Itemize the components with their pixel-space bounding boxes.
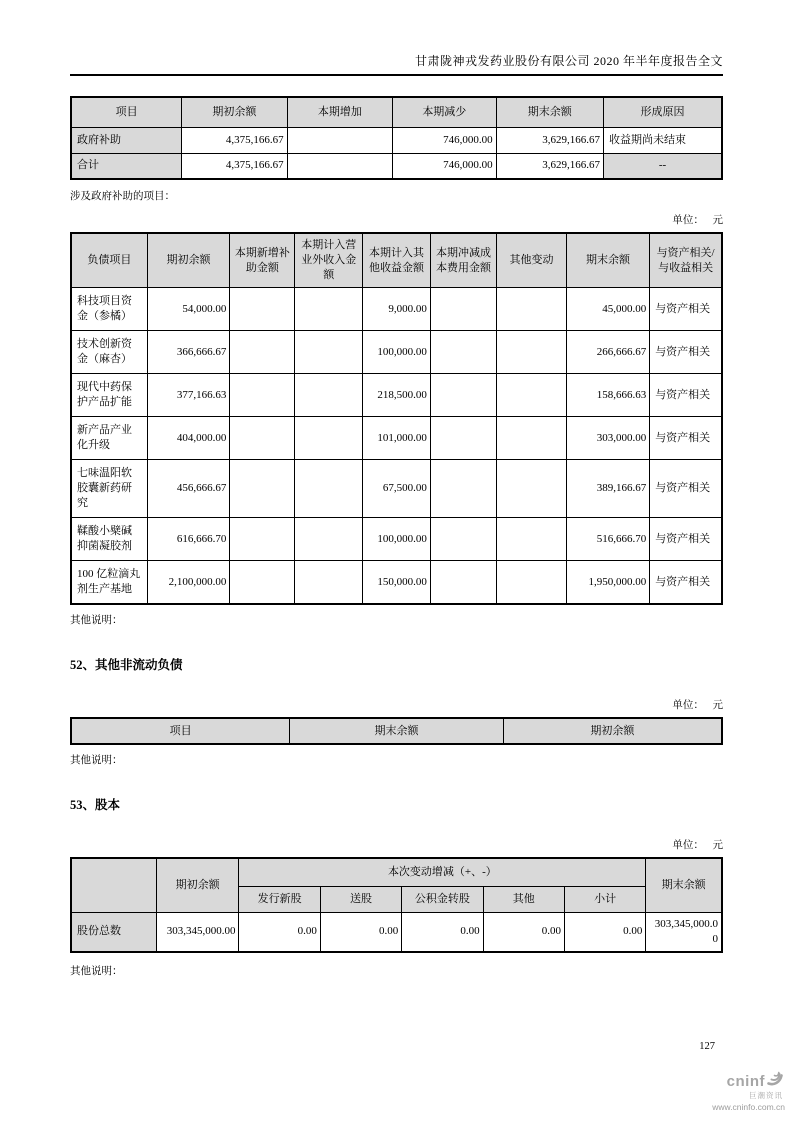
- table-cell: 合计: [71, 153, 182, 179]
- table-cell: [230, 374, 295, 417]
- column-header: 项目: [71, 718, 290, 744]
- table-cell: 政府补助: [71, 127, 182, 153]
- table-cell: [430, 417, 496, 460]
- table-cell: [497, 460, 567, 518]
- table-cell: 鞣酸小檗碱抑菌凝胶剂: [71, 518, 147, 561]
- table-cell: [295, 518, 363, 561]
- column-header: 其他: [483, 886, 564, 912]
- page-number: 127: [699, 1041, 715, 1052]
- logo-chinese-name: 巨潮资讯: [749, 1091, 783, 1100]
- table-cell: 3,629,166.67: [496, 127, 603, 153]
- column-header: 与资产相关/与收益相关: [650, 233, 722, 288]
- table-cell: 0.00: [239, 912, 320, 952]
- table-cell: 0.00: [564, 912, 645, 952]
- column-header: 期初余额: [503, 718, 722, 744]
- table-cell: 516,666.70: [566, 518, 649, 561]
- table-cell: 3,629,166.67: [496, 153, 603, 179]
- table-cell: 303,345,000.00: [156, 912, 239, 952]
- table-cell: 1,950,000.00: [566, 561, 649, 605]
- table-cell: 366,666.67: [147, 331, 230, 374]
- table-cell: 303,000.00: [566, 417, 649, 460]
- table-cell: [230, 518, 295, 561]
- column-header: 送股: [320, 886, 401, 912]
- table-cell: 股份总数: [71, 912, 156, 952]
- table-row: [71, 288, 722, 331]
- table-cell: [230, 561, 295, 605]
- table-row: [71, 417, 722, 460]
- table-header-row: [71, 858, 722, 886]
- table-cell: [230, 331, 295, 374]
- column-header: 其他变动: [497, 233, 567, 288]
- table-cell: 与资产相关: [650, 288, 722, 331]
- table-header-row: [71, 233, 722, 288]
- other-note: 其他说明：: [70, 965, 123, 977]
- table-row: [71, 912, 722, 952]
- table-cell: [295, 561, 363, 605]
- table-row: [71, 127, 722, 153]
- cninfo-logo: [712, 1070, 785, 1112]
- table-cell: [430, 374, 496, 417]
- column-header: 期初余额: [156, 858, 239, 912]
- table-cell: [287, 127, 392, 153]
- unit-label: 单位： 元: [672, 700, 723, 711]
- table-header-row: [71, 718, 722, 744]
- table-cell: 303,345,000.00: [646, 912, 722, 952]
- table-header-row: [71, 97, 722, 127]
- group-header: 本次变动增减（+、-）: [239, 858, 646, 886]
- logo-brand-text: cninf: [726, 1072, 765, 1090]
- table-row: [71, 153, 722, 179]
- table-cell: [230, 288, 295, 331]
- column-header: 期末余额: [566, 233, 649, 288]
- table-cell: 0.00: [320, 912, 401, 952]
- table-cell: [295, 374, 363, 417]
- table-cell: 746,000.00: [393, 153, 497, 179]
- column-header: 期末余额: [290, 718, 504, 744]
- page-content: [70, 0, 723, 978]
- table-cell: 与资产相关: [650, 417, 722, 460]
- table-row: [71, 561, 722, 605]
- table-cell: 67,500.00: [363, 460, 431, 518]
- section-title-53: 53、股本: [70, 798, 121, 812]
- corner-header-cell: [71, 858, 156, 912]
- table-cell: 404,000.00: [147, 417, 230, 460]
- table-cell: [497, 288, 567, 331]
- table-cell: [497, 374, 567, 417]
- table-cell: 616,666.70: [147, 518, 230, 561]
- column-header: 期末余额: [496, 97, 603, 127]
- other-note: 其他说明：: [70, 615, 123, 626]
- table-row: [71, 374, 722, 417]
- table-cell: [430, 331, 496, 374]
- table-cell: 收益期尚未结束: [603, 127, 722, 153]
- table-cell: [230, 417, 295, 460]
- logo-brand-line: [712, 1070, 785, 1092]
- table-cell: 9,000.00: [363, 288, 431, 331]
- table-cell: [295, 417, 363, 460]
- table-cell: [430, 288, 496, 331]
- column-header: 公积金转股: [402, 886, 483, 912]
- table-cell: 158,666.63: [566, 374, 649, 417]
- table-cell: 389,166.67: [566, 460, 649, 518]
- table-row: [71, 331, 722, 374]
- share-capital-table: [70, 857, 723, 953]
- table-cell: 218,500.00: [363, 374, 431, 417]
- column-header: 本期计入其他收益金额: [363, 233, 431, 288]
- column-header: 期初余额: [147, 233, 230, 288]
- table-cell: 0.00: [483, 912, 564, 952]
- table-cell: 101,000.00: [363, 417, 431, 460]
- table-cell: [430, 518, 496, 561]
- table-cell: [497, 518, 567, 561]
- column-header: 本期减少: [393, 97, 497, 127]
- swirl-icon: [766, 1070, 785, 1092]
- column-header: 项目: [71, 97, 182, 127]
- table-cell: 45,000.00: [566, 288, 649, 331]
- grant-projects-caption: 涉及政府补助的项目：: [70, 191, 175, 202]
- table-cell: [295, 460, 363, 518]
- table-cell: --: [603, 153, 722, 179]
- table-cell: 0.00: [402, 912, 483, 952]
- grant-projects-table: [70, 232, 723, 605]
- table-cell: [295, 331, 363, 374]
- column-header: 负债项目: [71, 233, 147, 288]
- table-cell: 4,375,166.67: [182, 127, 287, 153]
- table-cell: 与资产相关: [650, 518, 722, 561]
- table-cell: 与资产相关: [650, 331, 722, 374]
- table-cell: 746,000.00: [393, 127, 497, 153]
- column-header: 小计: [564, 886, 645, 912]
- table-cell: 456,666.67: [147, 460, 230, 518]
- table-cell: 新产品产业化升级: [71, 417, 147, 460]
- table-cell: [295, 288, 363, 331]
- table-cell: [497, 331, 567, 374]
- table-row: [71, 518, 722, 561]
- column-header: 期末余额: [646, 858, 722, 912]
- table-cell: [497, 417, 567, 460]
- table-cell: 54,000.00: [147, 288, 230, 331]
- table-cell: 与资产相关: [650, 561, 722, 605]
- table-cell: [497, 561, 567, 605]
- table-cell: [430, 460, 496, 518]
- column-header: 本期冲减成本费用金额: [430, 233, 496, 288]
- table-cell: 2,100,000.00: [147, 561, 230, 605]
- unit-label: 单位： 元: [672, 840, 723, 851]
- header-divider: [70, 74, 723, 76]
- other-noncurrent-liabilities-table: [70, 717, 723, 745]
- table-cell: 377,166.63: [147, 374, 230, 417]
- table-cell: 技术创新资金（麻杏）: [71, 331, 147, 374]
- section-title-52: 52、其他非流动负债: [70, 658, 183, 672]
- table-cell: 七味温阳软胶囊新药研究: [71, 460, 147, 518]
- table-cell: 100,000.00: [363, 518, 431, 561]
- table-cell: 100,000.00: [363, 331, 431, 374]
- table-cell: 现代中药保护产品扩能: [71, 374, 147, 417]
- column-header: 发行新股: [239, 886, 320, 912]
- logo-url: www.cninfo.com.cn: [712, 1102, 785, 1112]
- table-cell: [430, 561, 496, 605]
- column-header: 本期计入营业外收入金额: [295, 233, 363, 288]
- table-cell: 4,375,166.67: [182, 153, 287, 179]
- table-cell: [230, 460, 295, 518]
- table-cell: 266,666.67: [566, 331, 649, 374]
- table-cell: 150,000.00: [363, 561, 431, 605]
- unit-label: 单位： 元: [672, 215, 723, 226]
- table-cell: [287, 153, 392, 179]
- table-cell: 科技项目资金（参橘）: [71, 288, 147, 331]
- government-grant-summary-table: [70, 96, 723, 180]
- table-cell: 100 亿粒滴丸剂生产基地: [71, 561, 147, 605]
- column-header: 期初余额: [182, 97, 287, 127]
- column-header: 本期新增补助金额: [230, 233, 295, 288]
- column-header: 形成原因: [603, 97, 722, 127]
- table-row: [71, 460, 722, 518]
- table-cell: 与资产相关: [650, 374, 722, 417]
- other-note: 其他说明：: [70, 755, 123, 766]
- table-cell: 与资产相关: [650, 460, 722, 518]
- column-header: 本期增加: [287, 97, 392, 127]
- document-header-title: 甘肃陇神戎发药业股份有限公司 2020 年半年度报告全文: [414, 54, 723, 68]
